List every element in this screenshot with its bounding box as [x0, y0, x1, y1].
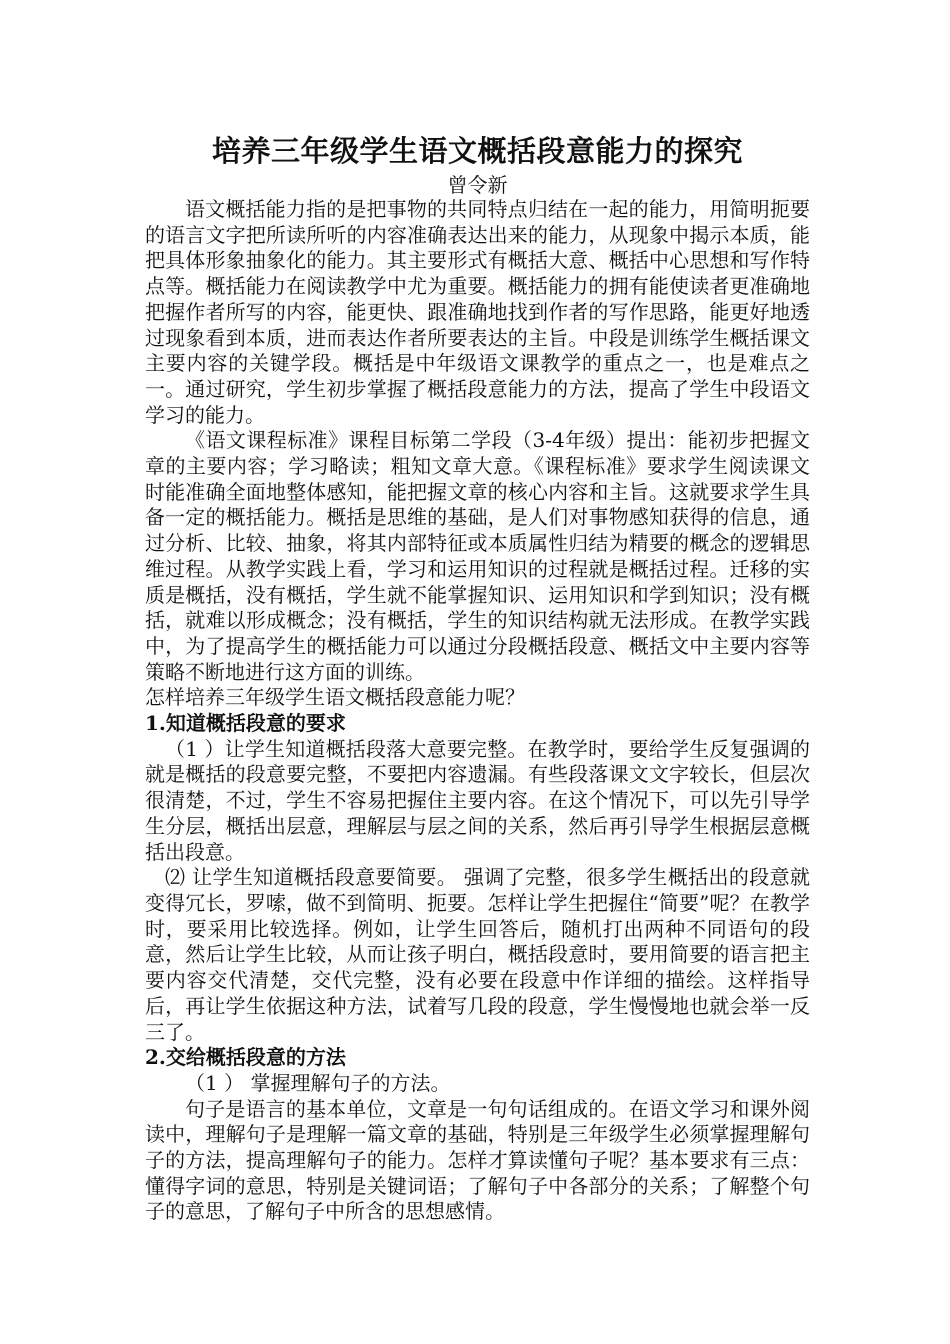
document-author: 曾令新: [447, 173, 508, 197]
paragraph-intro: 语文概括能力指的是把事物的共同特点归结在一起的能力，用简明扼要的语言文字把所读所听的内容准确表达出来的能力，从现象中揭示本质，能把具体形象抽象化的能力。其主要形式有概括大意、概括中心思想和写作特点等。概括能力在阅读教学中尤为重要。概括能力的拥有能使读者更准确地把握作者所写的内容，能更快、跟准确地找到作者的写作思路，能更好地透过现象看到本质，进而表达作者所要表达的主旨。中段是训练学生概括课文主要内容的关键学段。概括是中年级语文课教学的重点之一，也是难点之一。通过研究，学生初步掌握了概括段意能力的方法，提高了学生中段语文学习的能力。: [145, 197, 810, 427]
paragraph-complete: （1 ）让学生知道概括段落大意要完整。在教学时，要给学生反复强调的就是概括的段意要完整，不要把内容遗漏。有些段落课文文字较长，但层次很清楚，不过，学生不容易把握住主要内容。在这个情况下，可以先引导学生分层，概括出层意，理解层与层之间的关系，然后再引导学生根据层意概括出段意。: [145, 736, 810, 864]
paragraph-subheading: （1 ） 掌握理解句子的方法。: [185, 1070, 451, 1095]
paragraph-standard: 《语文课程标准》课程目标第二学段（3-4年级）提出：能初步把握文章的主要内容；学习略读；粗知文章大意。《课程标准》要求学生阅读课文时能准确全面地整体感知，能把握文章的核心内容和主旨。这就要求学生具备一定的概括能力。概括是思维的基础，是人们对事物感知获得的信息，通过分析、比较、抽象，将其内部特征或本质属性归结为精要的概念的逻辑思维过程。从教学实践上看，学习和运用知识的过程就是概括过程。迁移的实质是概括，没有概括，学生就不能掌握知识、运用知识和学到知识；没有概括，就难以形成概念；没有概括，学生的知识结构就无法形成。在教学实践中，为了提高学生的概括能力可以通过分段概括段意、概括文中主要内容等策略不断地进行这方面的训练。: [145, 428, 810, 684]
document-title: 培养三年级学生语文概括段意能力的探究: [211, 134, 743, 168]
paragraph-question: 怎样培养三年级学生语文概括段意能力呢？: [145, 685, 525, 710]
section-heading-2: 2.交给概括段意的方法: [145, 1045, 346, 1070]
section-heading-1: 1.知道概括段意的要求: [145, 711, 346, 736]
document-page: [145, 133, 810, 1225]
paragraph-concise: ⑵ 让学生知道概括段意要简要。 强调了完整，很多学生概括出的段意就变得冗长，罗嗦，做不到简明、扼要。怎样让学生把握住“简要”呢？在教学时，要采用比较选择。例如，让学生回答后，随机打出两种不同语句的段意，然后让学生比较，从而让孩子明白，概括段意时，要用简要的语言把主要内容交代清楚，交代完整，没有必要在段意中作详细的描绘。这样指导后，再让学生依据这种方法，试着写几段的段意，学生慢慢地也就会举一反三了。: [145, 865, 810, 1044]
paragraph-sentences: 句子是语言的基本单位，文章是一句句话组成的。在语文学习和课外阅读中，理解句子是理解一篇文章的基础，特别是三年级学生必须掌握理解句子的方法，提高理解句子的能力。怎样才算读懂句子呢？基本要求有三点：懂得字词的意思，特别是关键词语；了解句子中各部分的关系；了解整个句子的意思，了解句子中所含的思想感情。: [145, 1096, 810, 1224]
